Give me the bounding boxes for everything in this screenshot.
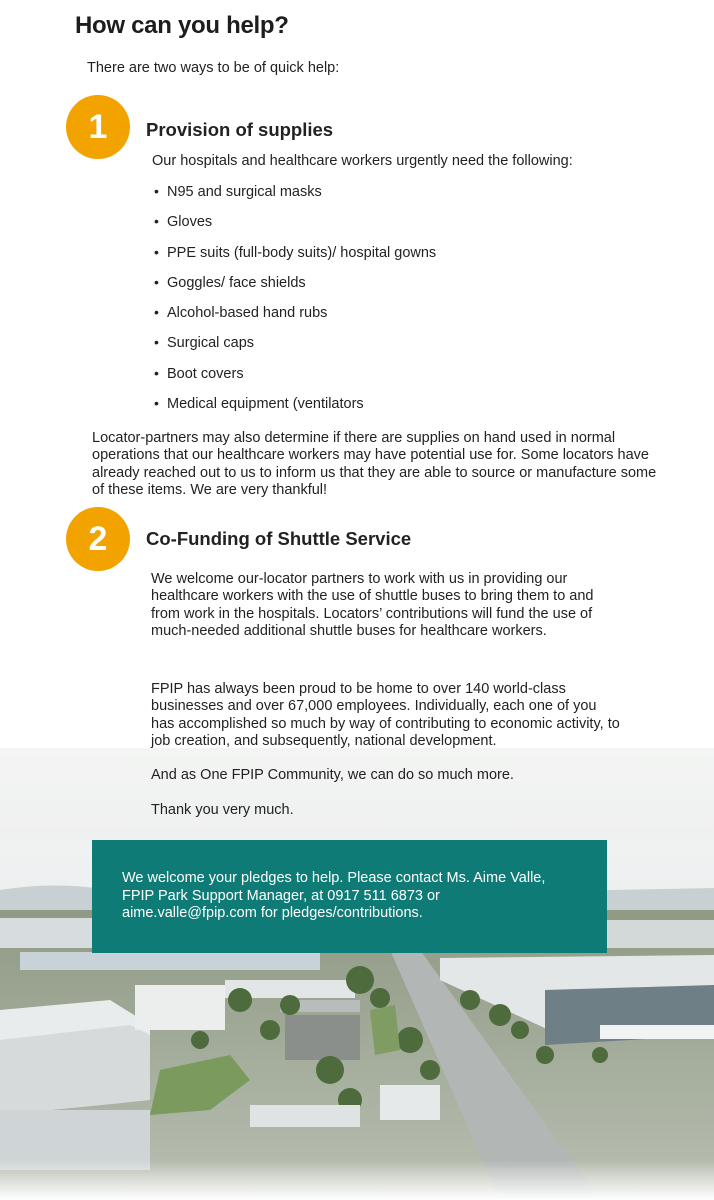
supplies-note: Locator-partners may also determine if there are supplies on hand used in normal operations that our healthcare workers may have potential use for. Some locators have already reached out to us to inform us that they are able to source or manufacture some of these items. We are very thankful! (92, 430, 657, 498)
list-item (152, 243, 436, 273)
bullet-icon: • (154, 364, 159, 381)
list-item (152, 212, 436, 242)
list-item-label: Goggles/ face shields (167, 274, 306, 291)
shuttle-paragraph: We welcome our-locator partners to work with us in providing our healthcare workers with the use of shuttle buses to bring them to and from work in the hospitals. Locators’ contributions will fund the use of much-needed additional shuttle buses for healthcare workers. (151, 571, 594, 639)
step-number-badge-2: 2 (66, 507, 130, 571)
list-item-label: N95 and surgical masks (167, 184, 322, 200)
community-closing-text: And as One FPIP Community, we can do so much more. (151, 767, 514, 783)
step-number-badge-1: 1 (66, 95, 130, 159)
bullet-icon: • (154, 304, 159, 321)
community-paragraph: FPIP has always been proud to be home to over 140 world-class businesses and over 67,000 employees. Individually, each one of you has accomplished so much by way of contributing to economic activity, to job creation, and subsequently, national development. (151, 681, 620, 749)
contact-callout (92, 840, 607, 953)
bullet-icon: • (154, 183, 159, 199)
section-title-shuttle: Co-Funding of Shuttle Service (146, 528, 412, 549)
bullet-icon: • (154, 243, 159, 260)
list-item (152, 182, 436, 212)
page-title: How can you help? (75, 12, 289, 39)
list-item-label: PPE suits (full-body suits)/ hospital gowns (167, 244, 437, 261)
intro-text: There are two ways to be of quick help: (87, 60, 340, 76)
supplies-lead-text: Our hospitals and healthcare workers urgently need the following: (152, 153, 573, 169)
list-item (152, 394, 436, 424)
list-item-label: Medical equipment (ventilators (167, 396, 364, 413)
list-item-label: Boot covers (167, 365, 244, 382)
bullet-icon: • (154, 273, 159, 290)
bullet-icon: • (154, 213, 159, 230)
list-item-label: Surgical caps (167, 335, 255, 352)
list-item (152, 273, 436, 303)
section-title-supplies: Provision of supplies (146, 119, 334, 140)
thank-you-text: Thank you very much. (151, 802, 294, 818)
list-item (152, 303, 436, 333)
list-item-label: Gloves (167, 214, 213, 231)
list-item-label: Alcohol-based hand rubs (167, 305, 328, 322)
bullet-icon: • (154, 334, 159, 351)
list-item (152, 333, 436, 363)
list-item (152, 364, 436, 394)
supplies-list (152, 182, 436, 424)
contact-callout-text: We welcome your pledges to help. Please contact Ms. Aime Valle, FPIP Park Support Manager, at 0917 511 6873 or aime.valle@fpip.com for pledges/contributions. (122, 870, 546, 921)
bullet-icon: • (154, 395, 159, 412)
